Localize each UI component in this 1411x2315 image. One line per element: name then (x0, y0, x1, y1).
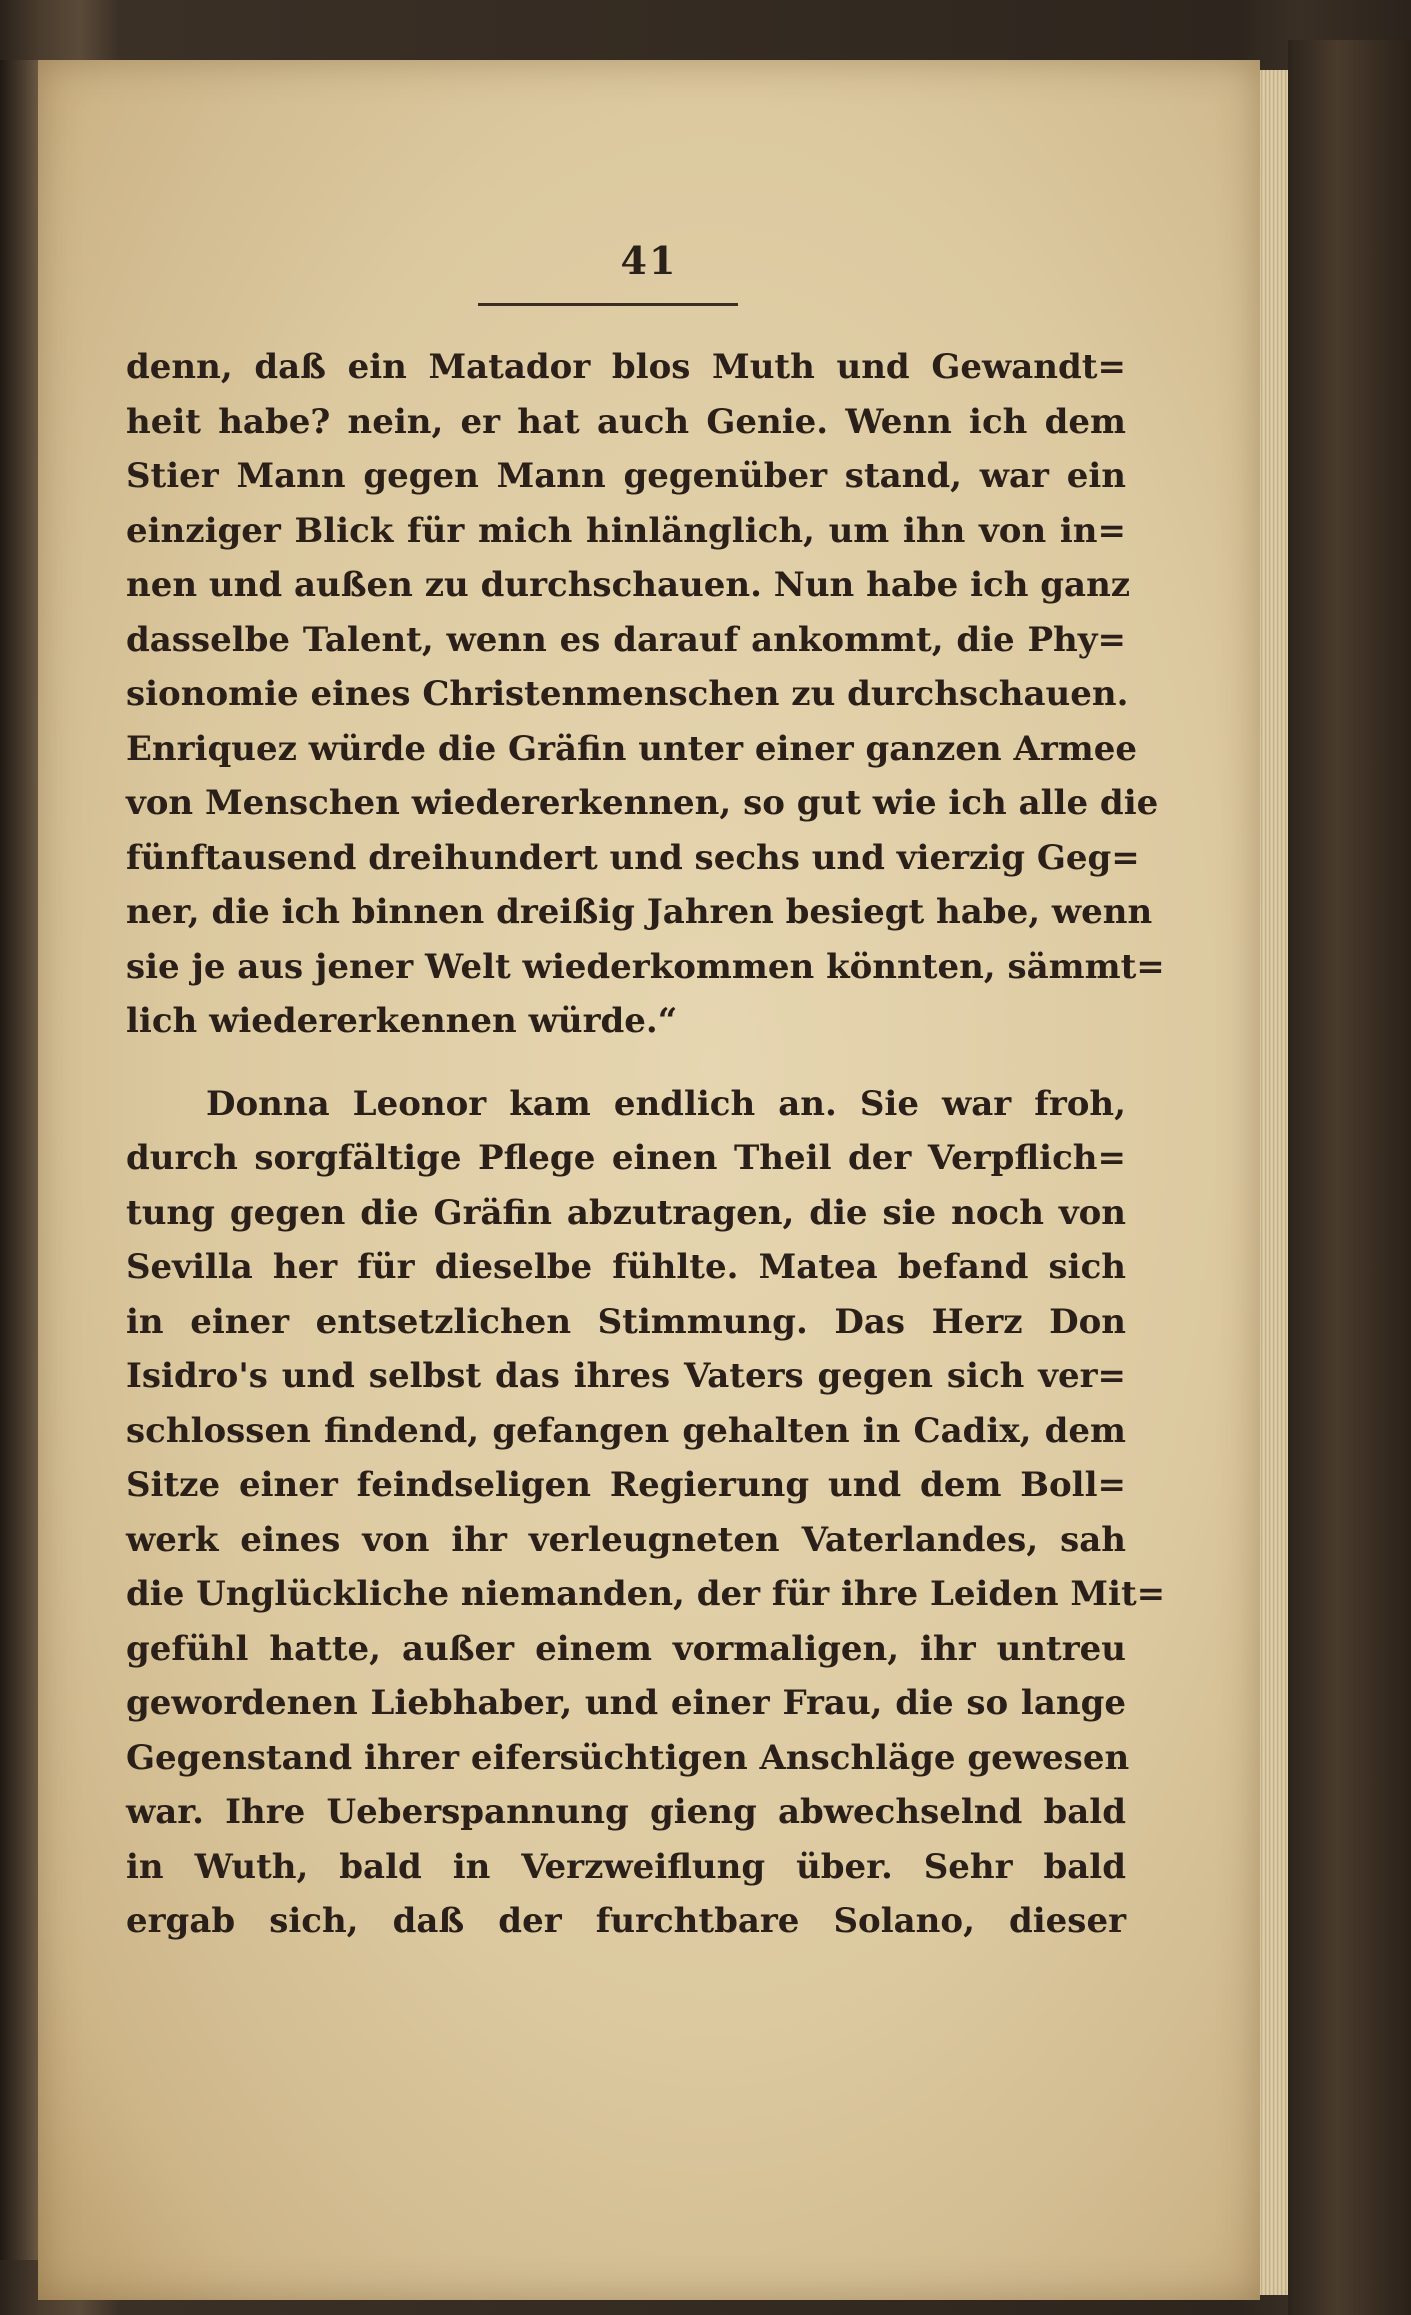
text-line: einziger Blick für mich hinlänglich, um ihn von in= (126, 510, 1126, 551)
text-line: denn, daß ein Matador blos Muth und Gewandt= (126, 347, 1126, 387)
text-line: heit habe? nein, er hat auch Genie. Wenn ich dem (126, 401, 1126, 442)
text-line: dasselbe Talent, wenn es darauf ankommt, die Phy= (126, 619, 1126, 660)
text-line: schlossen findend, gefangen gehalten in Cadix, dem (126, 1410, 1126, 1451)
header-rule (478, 303, 738, 306)
text-line: die Unglückliche niemanden, der für ihre Leiden Mit= (126, 1574, 1166, 1614)
body-text (126, 340, 1166, 1949)
text-line: ergab sich, daß der furchtbare Solano, dieser (126, 1901, 1126, 1941)
text-line: nen und außen zu durchschauen. Nun habe ich ganz (126, 565, 1131, 605)
page-edges (1258, 70, 1288, 2295)
text-line: in einer entsetzlichen Stimmung. Das Herz Don (126, 1301, 1126, 1342)
text-line: Stier Mann gegen Mann gegenüber stand, war ein (126, 456, 1126, 496)
text-line: durch sorgfältige Pflege einen Theil der Verpflich= (126, 1138, 1126, 1178)
text-line: tung gegen die Gräfin abzutragen, die sie noch von (126, 1192, 1126, 1233)
text-line: Isidro's und selbst das ihres Vaters gegen sich ver= (126, 1356, 1126, 1396)
text-line: gefühl hatte, außer einem vormaligen, ihr untreu (126, 1628, 1126, 1669)
text-line: Sevilla her für dieselbe fühlte. Matea befand sich (126, 1247, 1126, 1287)
book-page (38, 60, 1260, 2300)
text-line: Sitze einer feindseligen Regierung und dem Boll= (126, 1465, 1126, 1505)
paragraph-2 (126, 1077, 1166, 1949)
text-line: werk eines von ihr verleugneten Vaterlandes, sah (126, 1519, 1126, 1560)
text-line: Gegenstand ihrer eifersüchtigen Anschläge gewesen (126, 1737, 1130, 1778)
page-number: 41 (620, 238, 678, 283)
text-line: Enriquez würde die Gräfin unter einer ganzen Armee (126, 728, 1138, 769)
text-line: gewordenen Liebhaber, und einer Frau, die so lange (126, 1683, 1126, 1723)
text-line: in Wuth, bald in Verzweiflung über. Sehr bald (126, 1846, 1126, 1887)
paragraph-gap (126, 1049, 1126, 1077)
book-spine-left (0, 60, 38, 2260)
text-line: sie je aus jener Welt wiederkommen könnten, sämmt= (126, 946, 1165, 987)
book-cover-right (1288, 40, 1411, 2315)
paragraph-1 (126, 340, 1165, 1049)
text-line: war. Ihre Ueberspannung gieng abwechselnd bald (126, 1792, 1126, 1832)
text-line: von Menschen wiedererkennen, so gut wie ich alle die (126, 783, 1159, 823)
text-line: fünftausend dreihundert und sechs und vierzig Geg= (126, 837, 1140, 878)
text-line: sionomie eines Christenmenschen zu durchschauen. (126, 674, 1129, 714)
text-line: ner, die ich binnen dreißig Jahren besiegt habe, wenn (126, 892, 1153, 932)
text-line: Donna Leonor kam endlich an. Sie war froh, (206, 1083, 1126, 1124)
text-line: lich wiedererkennen würde.“ (126, 1001, 678, 1041)
